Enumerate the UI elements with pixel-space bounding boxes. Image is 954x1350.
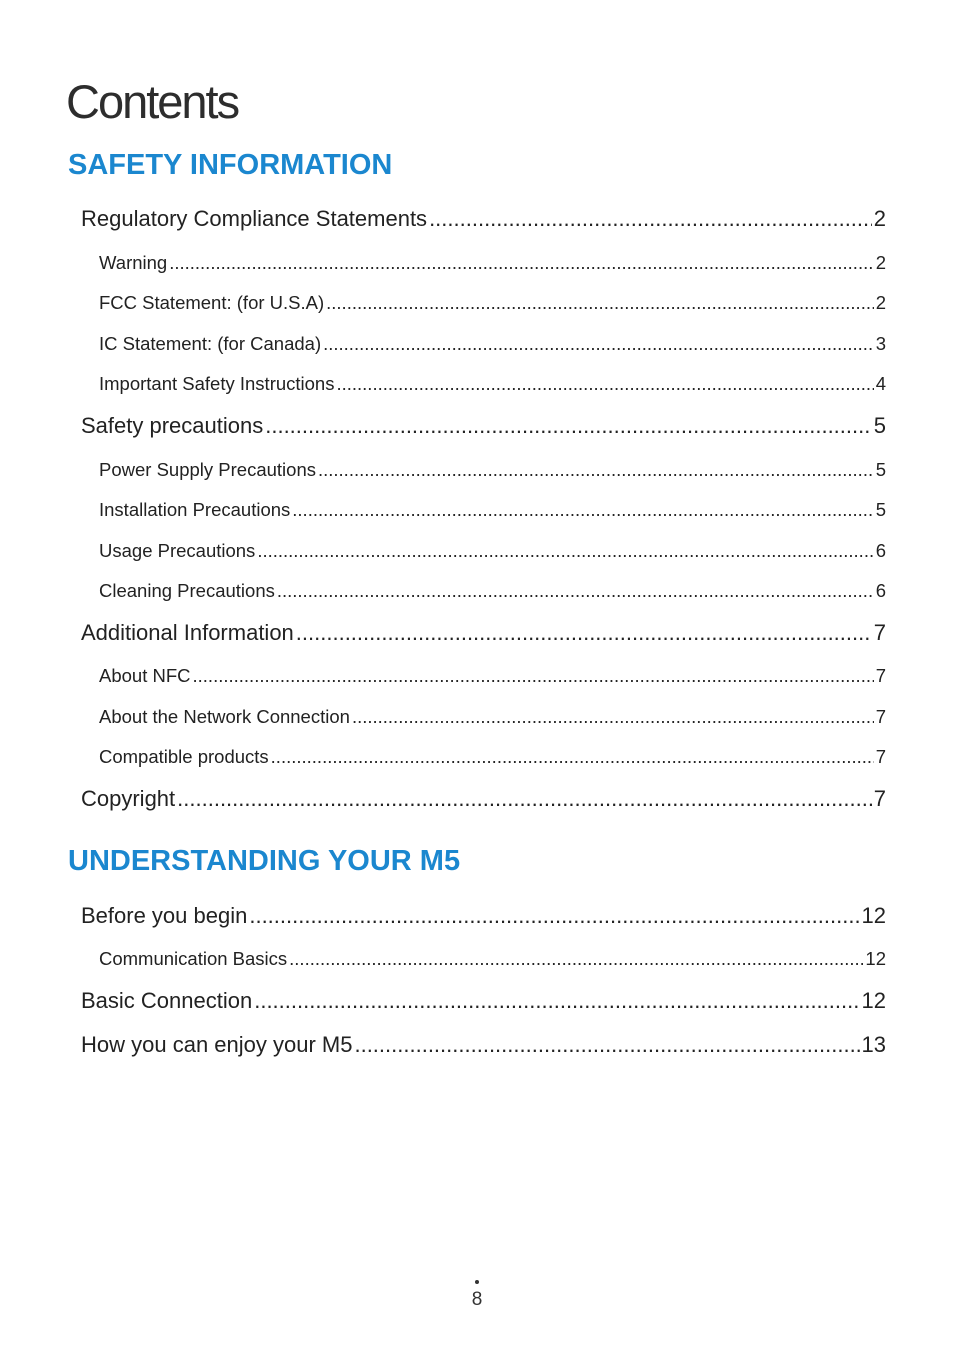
toc-entry-warning[interactable] bbox=[99, 250, 886, 276]
toc-page-number: 12 bbox=[865, 948, 886, 969]
toc-entry-title: About the Network Connection bbox=[99, 706, 350, 727]
dot-leader bbox=[277, 578, 874, 604]
dot-leader bbox=[326, 290, 874, 316]
toc-page-number: 7 bbox=[875, 746, 886, 767]
toc-entry-title: Safety precautions bbox=[81, 413, 264, 438]
toc-entry-regulatory-compliance-statements[interactable] bbox=[81, 204, 886, 234]
toc-page-number: 7 bbox=[875, 665, 886, 686]
dot-leader bbox=[177, 784, 872, 814]
toc-entry-title: About NFC bbox=[99, 665, 191, 686]
toc-entry-ic-statement[interactable] bbox=[99, 331, 886, 357]
toc-entry-how-you-can-enjoy-your-m5[interactable] bbox=[81, 1030, 886, 1060]
toc-entry-copyright[interactable] bbox=[81, 784, 886, 814]
toc-page-number: 6 bbox=[875, 580, 886, 601]
toc-entry-title: How you can enjoy your M5 bbox=[81, 1032, 353, 1057]
dot-leader bbox=[352, 704, 874, 730]
dot-leader bbox=[265, 411, 872, 441]
toc-entry-title: Copyright bbox=[81, 786, 176, 811]
toc-entry-title: Compatible products bbox=[99, 746, 269, 767]
toc-entry-title: Cleaning Precautions bbox=[99, 580, 275, 601]
toc-page-number: 12 bbox=[861, 988, 886, 1013]
dot-leader bbox=[323, 331, 874, 357]
dot-leader bbox=[429, 204, 872, 234]
toc-entry-title: Important Safety Instructions bbox=[99, 373, 335, 394]
dot-leader bbox=[292, 497, 873, 523]
toc-entry-about-nfc[interactable] bbox=[99, 663, 886, 689]
dot-leader bbox=[296, 618, 872, 648]
toc-entry-power-supply-precautions[interactable] bbox=[99, 457, 886, 483]
toc-page-number: 6 bbox=[875, 540, 886, 561]
toc-entry-title: FCC Statement: (for U.S.A) bbox=[99, 292, 325, 313]
dot-leader bbox=[271, 744, 874, 770]
toc-page-number: 5 bbox=[875, 499, 886, 520]
toc-entry-basic-connection[interactable] bbox=[81, 986, 886, 1016]
toc-page-number: 5 bbox=[873, 413, 886, 438]
toc-page-number: 4 bbox=[875, 373, 886, 394]
toc-entry-additional-information[interactable] bbox=[81, 618, 886, 648]
toc-entry-important-safety-instructions[interactable] bbox=[99, 371, 886, 397]
toc-page-number: 12 bbox=[861, 903, 886, 928]
toc-page-number: 7 bbox=[873, 786, 886, 811]
toc-page-number: 2 bbox=[875, 252, 886, 273]
toc-page-number: 7 bbox=[875, 706, 886, 727]
toc-entry-title: Basic Connection bbox=[81, 988, 253, 1013]
toc-entry-communication-basics[interactable] bbox=[99, 946, 886, 972]
toc-page-number: 2 bbox=[873, 206, 886, 231]
toc-entry-cleaning-precautions[interactable] bbox=[99, 578, 886, 604]
toc-entry-title: Power Supply Precautions bbox=[99, 459, 316, 480]
toc-entry-compatible-products[interactable] bbox=[99, 744, 886, 770]
dot-leader bbox=[254, 986, 859, 1016]
dot-leader bbox=[289, 946, 863, 972]
page-number: 8 bbox=[471, 1289, 483, 1310]
toc-entry-about-the-network-connection[interactable] bbox=[99, 704, 886, 730]
toc-entry-usage-precautions[interactable] bbox=[99, 538, 886, 564]
toc-entry-title: IC Statement: (for Canada) bbox=[99, 333, 322, 354]
toc-entry-title: Communication Basics bbox=[99, 948, 288, 969]
toc-entry-title: Additional Information bbox=[81, 620, 294, 645]
section-heading-understanding-your-m5: UNDERSTANDING YOUR M5 bbox=[68, 845, 461, 877]
dot-leader bbox=[354, 1030, 859, 1060]
dot-leader bbox=[336, 371, 873, 397]
page-number-dot bbox=[475, 1280, 479, 1284]
page-title: Contents bbox=[66, 75, 239, 128]
toc-entry-title: Installation Precautions bbox=[99, 499, 291, 520]
dot-leader bbox=[318, 457, 874, 483]
dot-leader bbox=[257, 538, 873, 564]
toc-page-number: 7 bbox=[873, 620, 886, 645]
toc-entry-before-you-begin[interactable] bbox=[81, 901, 886, 931]
toc-page-number: 5 bbox=[875, 459, 886, 480]
toc-entry-title: Before you begin bbox=[81, 903, 248, 928]
toc-entry-safety-precautions[interactable] bbox=[81, 411, 886, 441]
toc-page-number: 13 bbox=[861, 1032, 886, 1057]
toc-page-number: 3 bbox=[875, 333, 886, 354]
dot-leader bbox=[169, 250, 874, 276]
dot-leader bbox=[249, 901, 859, 931]
toc-page-number: 2 bbox=[875, 292, 886, 313]
toc-entry-title: Usage Precautions bbox=[99, 540, 256, 561]
section-heading-safety-information: SAFETY INFORMATION bbox=[68, 149, 393, 181]
toc-entry-title: Regulatory Compliance Statements bbox=[81, 206, 428, 231]
toc-entry-installation-precautions[interactable] bbox=[99, 497, 886, 523]
toc-entry-title: Warning bbox=[99, 252, 168, 273]
toc-entry-fcc-statement[interactable] bbox=[99, 290, 886, 316]
dot-leader bbox=[193, 663, 874, 689]
